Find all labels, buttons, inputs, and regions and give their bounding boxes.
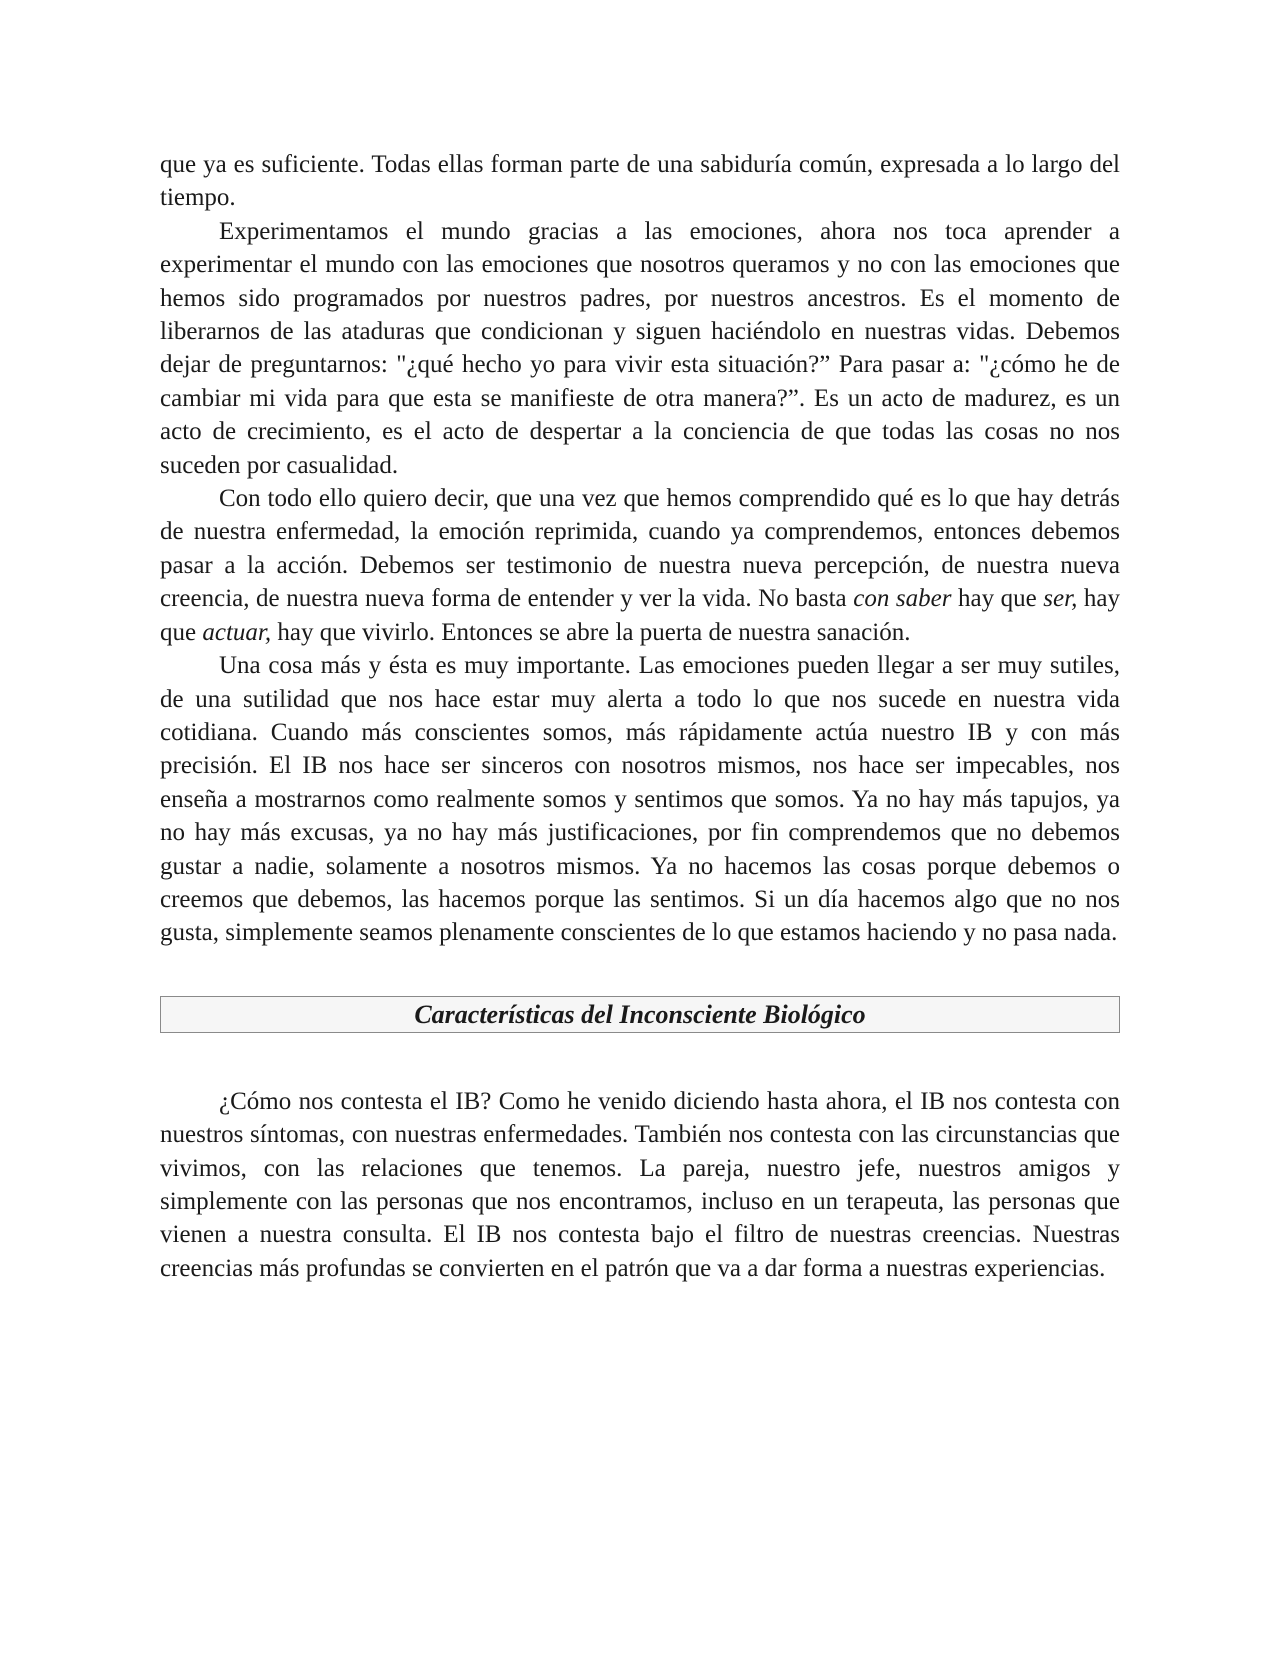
- emphasis-ser: ser,: [1043, 585, 1078, 613]
- paragraph-subtle-emotions: Una cosa más y ésta es muy importante. Las emociones pueden llegar a ser muy sutiles, de una sutilidad que nos hace estar muy alerta a todo lo que nos sucede en nuestra vida cotidiana. Cuando más conscientes somos, más rápidamente actúa nuestro IB y con más precisión. El IB nos hace ser sinceros con nosotros mismos, nos hace ser impecables, nos enseña a mostrarnos como realmente somos y sentimos que somos. Ya no hay más tapujos, ya no hay más excusas, ya no hay más justificaciones, por fin comprendemos que no debemos gustar a nadie, solamente a nosotros mismos. Ya no hacemos las cosas porque debemos o creemos que debemos, las hacemos porque las sentimos. Si un día hacemos algo que no nos gusta, simplemente seamos plenamente conscientes de lo que estamos haciendo y no pasa nada.: [160, 652, 1120, 947]
- paragraph-action-text-4: hay que vivirlo. Entonces se abre la puerta de nuestra sanación.: [271, 618, 911, 646]
- emphasis-con-saber: con saber: [853, 585, 952, 613]
- document-page: [160, 148, 1120, 1285]
- paragraph-continuation: que ya es suficiente. Todas ellas forman parte de una sabiduría común, expresada a lo largo del tiempo.: [160, 151, 1120, 212]
- paragraph-ib-answers: ¿Cómo nos contesta el IB? Como he venido diciendo hasta ahora, el IB nos contesta con nuestros síntomas, con nuestras enfermedades. También nos contesta con las circunstancias que vivimos, con las relaciones que tenemos. La pareja, nuestro jefe, nuestros amigos y simplemente con las personas que nos encontramos, incluso en un terapeuta, las personas que vienen a nuestra consulta. El IB nos contesta bajo el filtro de nuestras creencias. Nuestras creencias más profundas se convierten en el patrón que va a dar forma a nuestras experiencias.: [160, 1087, 1120, 1282]
- paragraph-action-text-3: hay que: [160, 585, 1120, 646]
- section-heading: Características del Inconsciente Biológico: [160, 996, 1120, 1033]
- emphasis-actuar: actuar,: [202, 618, 272, 646]
- paragraph-action-text-2: hay que: [951, 585, 1044, 613]
- paragraph-action: [160, 482, 1120, 649]
- paragraph-action-text-1: Con todo ello quiero decir, que una vez que hemos comprendido qué es lo que hay detrás de nuestra enfermedad, la emoción reprimida, cuando ya comprendemos, entonces debemos pasar a la acción. Debemos ser testimonio de nuestra nueva percepción, de nuestra nueva creencia, de nuestra nueva forma de entender y ver la vida. No basta: [160, 485, 1120, 613]
- paragraph-emotions: Experimentamos el mundo gracias a las emociones, ahora nos toca aprender a experimentar el mundo con las emociones que nosotros queramos y no con las emociones que hemos sido programados por nuestros padres, por nuestros ancestros. Es el momento de liberarnos de las ataduras que condicionan y siguen haciéndolo en nuestras vidas. Debemos dejar de preguntarnos: "¿qué hecho yo para vivir esta situación?” Para pasar a: "¿cómo he de cambiar mi vida para que esta se manifieste de otra manera?”. Es un acto de madurez, es un acto de crecimiento, es el acto de despertar a la conciencia de que todas las cosas no nos suceden por casualidad.: [160, 217, 1120, 479]
